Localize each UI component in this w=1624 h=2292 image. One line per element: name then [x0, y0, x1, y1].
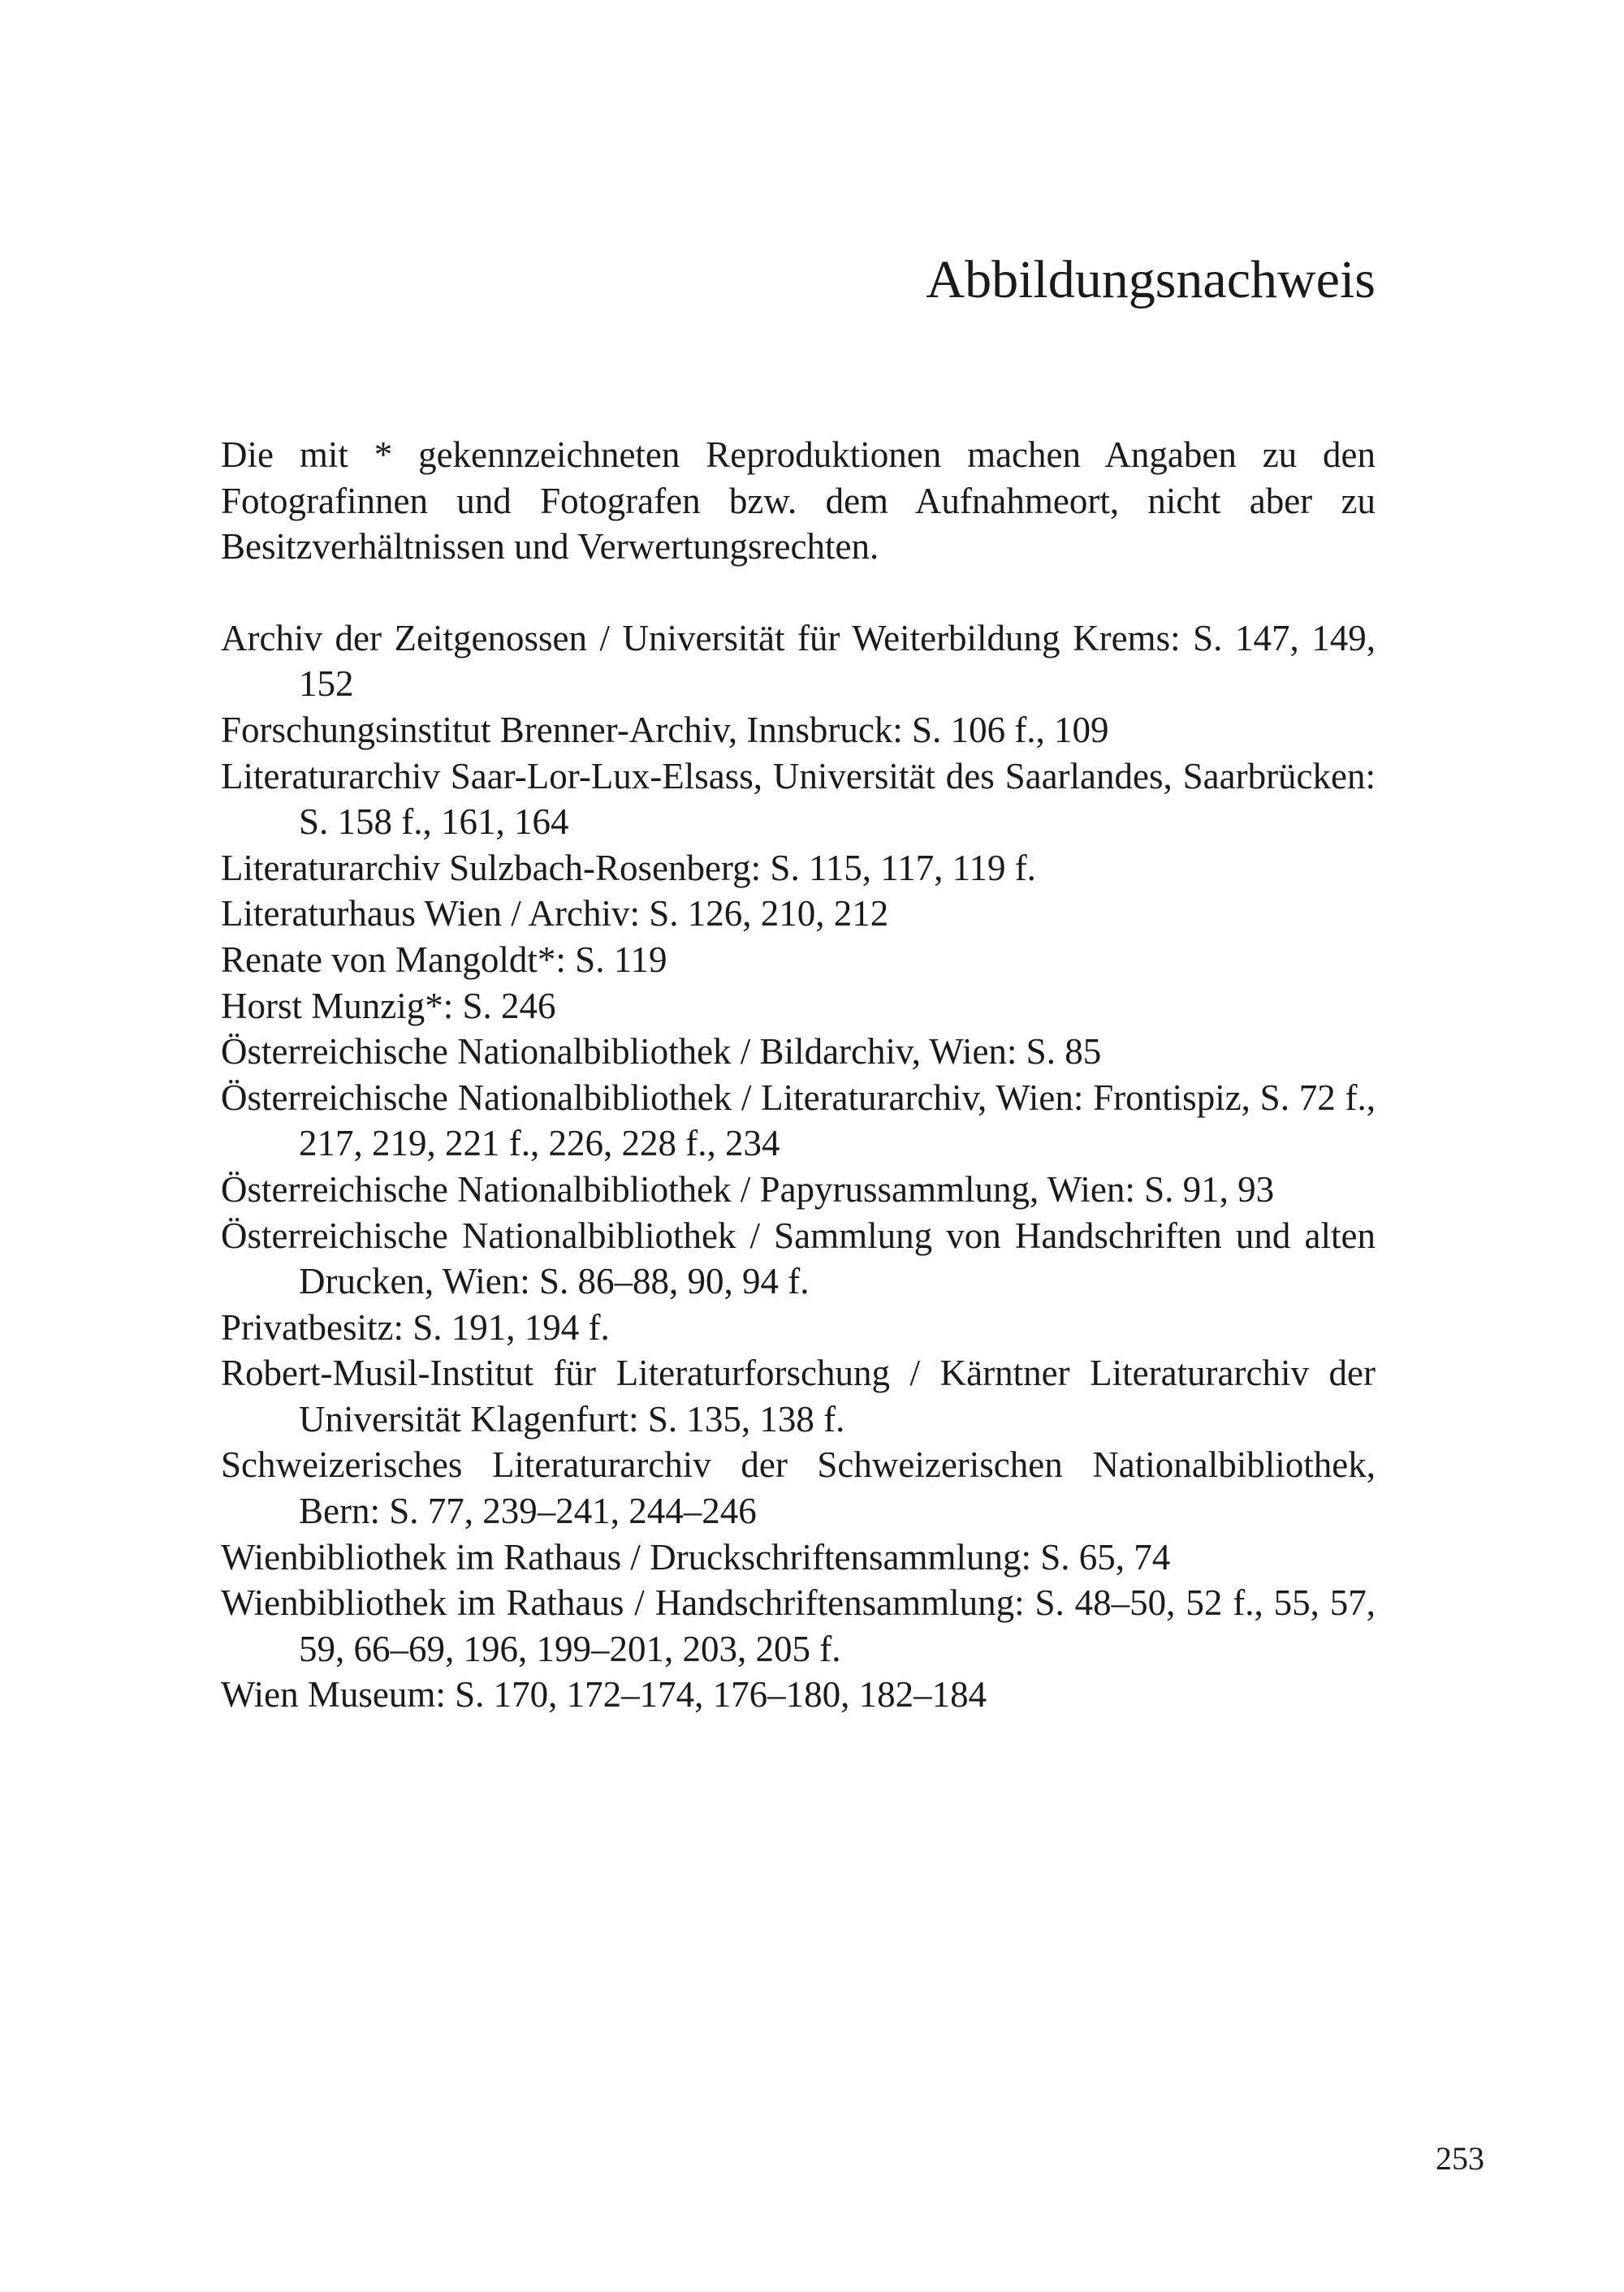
- credits-list: [221, 615, 1376, 1718]
- intro-paragraph: Die mit * gekennzeichneten Reproduktionen machen Angaben zu den Fotografinnen und Fotografen bzw. dem Aufnahmeort, nicht aber zu Besitzverhältnissen und Verwertungsrechten.: [221, 434, 1376, 568]
- credit-entry: Robert-Musil-Institut für Literaturforschung / Kärntner Literaturarchiv der Universität Klagenfurt: S. 135, 138 f.: [221, 1353, 1376, 1440]
- credit-entry: Österreichische Nationalbibliothek / Sammlung von Handschriften und alten Drucken, Wien: S. 86–88, 90, 94 f.: [221, 1215, 1376, 1302]
- credit-entry: Literaturhaus Wien / Archiv: S. 126, 210, 212: [221, 893, 889, 934]
- page-number: 253: [1436, 2140, 1484, 2177]
- credit-entry: Wienbibliothek im Rathaus / Druckschriftensammlung: S. 65, 74: [221, 1536, 1171, 1578]
- page-title: Abbildungsnachweis: [926, 250, 1376, 309]
- credit-entry: Renate von Mangoldt*: S. 119: [221, 939, 667, 980]
- content-body: [221, 432, 1376, 1718]
- credit-entry: Literaturarchiv Sulzbach-Rosenberg: S. 115, 117, 119 f.: [221, 847, 1036, 888]
- credit-entry: Archiv der Zeitgenossen / Universität für Weiterbildung Krems: S. 147, 149, 152: [221, 617, 1376, 705]
- credit-entry: Forschungsinstitut Brenner-Archiv, Innsbruck: S. 106 f., 109: [221, 709, 1109, 750]
- credit-entry: Wien Museum: S. 170, 172–174, 176–180, 182–184: [221, 1674, 987, 1716]
- credit-entry: Horst Munzig*: S. 246: [221, 985, 556, 1026]
- credit-entry: Schweizerisches Literaturarchiv der Schweizerischen Nationalbibliothek, Bern: S. 77, 239–241, 244–246: [221, 1444, 1376, 1532]
- credit-entry: Österreichische Nationalbibliothek / Literaturarchiv, Wien: Frontispiz, S. 72 f., 217, 219, 221 f., 226, 228 f., 234: [221, 1077, 1376, 1164]
- credit-entry: Privatbesitz: S. 191, 194 f.: [221, 1306, 610, 1348]
- credit-entry: Österreichische Nationalbibliothek / Papyrussammlung, Wien: S. 91, 93: [221, 1168, 1275, 1210]
- credit-entry: Literaturarchiv Saar-Lor-Lux-Elsass, Universität des Saarlandes, Saarbrücken: S. 158 f., 161, 164: [221, 755, 1376, 843]
- credit-entry: Wienbibliothek im Rathaus / Handschriftensammlung: S. 48–50, 52 f., 55, 57, 59, 66–69, 196, 199–201, 203, 205 f.: [221, 1582, 1376, 1669]
- credit-entry: Österreichische Nationalbibliothek / Bildarchiv, Wien: S. 85: [221, 1031, 1102, 1073]
